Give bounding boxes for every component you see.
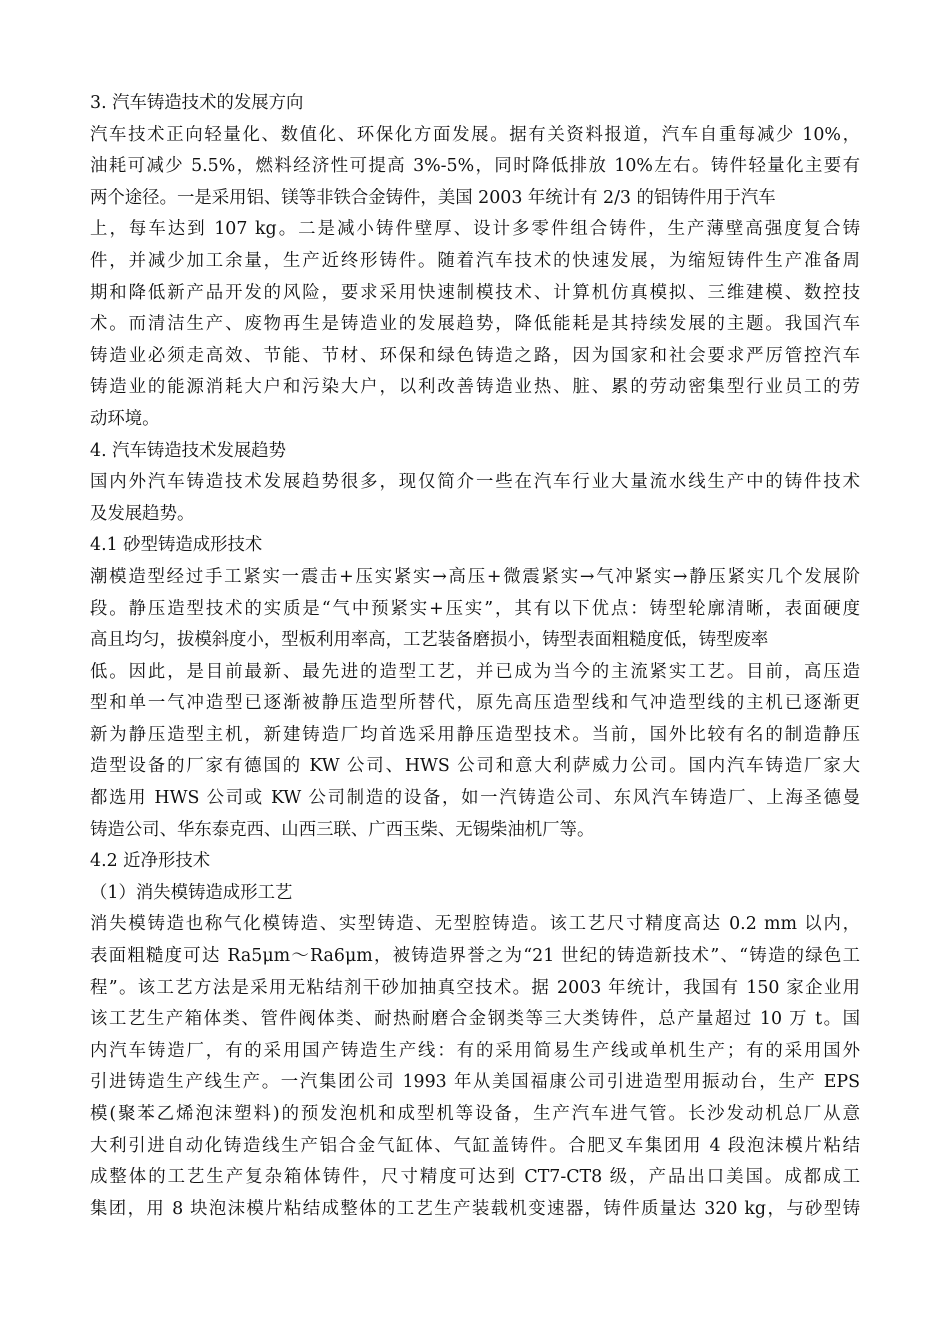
text-line: 都选用 HWS 公司或 KW 公司制造的设备，如一汽铸造公司、东风汽车铸造厂、上海圣德曼 bbox=[90, 788, 860, 809]
text-line: 表面粗糙度可达 Ra5μm～Ra6μm，被铸造界誉之为“21 世纪的铸造新技术”、“铸造的绿色工 bbox=[90, 946, 860, 967]
text-line: 期和降低新产品开发的风险，要求采用快速制模技术、计算机仿真模拟、三维建模、数控技 bbox=[90, 282, 860, 303]
text-line: 国内外汽车铸造技术发展趋势很多，现仅简介一些在汽车行业大量流水线生产中的铸件技术 bbox=[90, 472, 860, 493]
text-line: 内汽车铸造厂，有的采用国产铸造生产线：有的采用简易生产线或单机生产；有的采用国外 bbox=[90, 1040, 860, 1061]
text-line: 成整体的工艺生产复杂箱体铸件，尺寸精度可达到 CT7-CT8 级，产品出口美国。成都成工 bbox=[90, 1167, 860, 1188]
text-line: 造型设备的厂家有德国的 KW 公司、HWS 公司和意大利萨威力公司。国内汽车铸造厂家大 bbox=[90, 756, 860, 777]
heading-section-4-2: 4.2 近净形技术 bbox=[90, 851, 211, 872]
text-line: 件，并减少加工余量，生产近终形铸件。随着汽车技术的快速发展，为缩短铸件生产准备周 bbox=[90, 250, 860, 271]
text-line: 术。而清洁生产、废物再生是铸造业的发展趋势，降低能耗是其持续发展的主题。我国汽车 bbox=[90, 314, 860, 335]
heading-section-4: 4. 汽车铸造技术发展趋势 bbox=[90, 440, 287, 461]
text-line: 油耗可减少 5.5%，燃料经济性可提高 3%-5%，同时降低排放 10%左右。铸件轻量化主要有 bbox=[90, 156, 860, 177]
text-line: 引进铸造生产线生产。一汽集团公司 1993 年从美国福康公司引进造型用振动台，生产 EPS bbox=[90, 1072, 860, 1093]
text-line: 低。因此，是目前最新、最先进的造型工艺，并已成为当今的主流紧实工艺。目前，高压造 bbox=[90, 661, 860, 682]
text-line: 铸造公司、华东泰克西、山西三联、广西玉柴、无锡柴油机厂等。 bbox=[90, 819, 595, 840]
text-line: 集团，用 8 块泡沫模片粘结成整体的工艺生产装载机变速器，铸件质量达 320 kg，与砂型铸 bbox=[90, 1198, 860, 1219]
text-line: 模(聚苯乙烯泡沫塑料)的预发泡机和成型机等设备，生产汽车进气管。长沙发动机总厂从意 bbox=[90, 1104, 860, 1124]
page-body bbox=[90, 88, 860, 1225]
text-line: 大利引进自动化铸造线生产铝合金气缸体、气缸盖铸件。合肥叉车集团用 4 段泡沫模片粘结 bbox=[90, 1135, 860, 1156]
text-line: 潮模造型经过手工紧实一震击+压实紧实→高压+微震紧实→气冲紧实→静压紧实几个发展阶 bbox=[90, 566, 860, 587]
text-line: 消失模铸造也称气化模铸造、实型铸造、无型腔铸造。该工艺尺寸精度高达 0.2 mm 以内， bbox=[90, 914, 860, 935]
text-line: 动环境。 bbox=[90, 408, 160, 429]
heading-section-3: 3. 汽车铸造技术的发展方向 bbox=[90, 93, 304, 113]
text-line: 新为静压造型主机，新建铸造厂均首选采用静压造型技术。当前，国外比较有名的制造静压 bbox=[90, 724, 860, 745]
text-line: 段。静压造型技术的实质是“气中预紧实+压实”，其有以下优点：铸型轮廓清晰，表面硬度 bbox=[90, 598, 860, 619]
text-line: 高且均匀，拔模斜度小，型板利用率高，工艺装备磨损小，铸型表面粗糙度低，铸型废率 bbox=[90, 630, 769, 651]
text-line: 铸造业必须走高效、节能、节材、环保和绿色铸造之路，因为国家和社会要求严厉管控汽车 bbox=[90, 345, 860, 366]
text-line: 程”。该工艺方法是采用无粘结剂干砂加抽真空技术。据 2003 年统计，我国有 150 家企业用 bbox=[90, 977, 860, 998]
text-line: 型和单一气冲造型已逐渐被静压造型所替代，原先高压造型线和气冲造型线的主机已逐渐更 bbox=[90, 693, 860, 714]
text-line: 及发展趋势。 bbox=[90, 503, 195, 524]
heading-section-4-1: 4.1 砂型铸造成形技术 bbox=[90, 535, 263, 556]
text-line: 该工艺生产箱体类、管件阀体类、耐热耐磨合金钢类等三大类铸件，总产量超过 10 万 t。国 bbox=[90, 1009, 860, 1030]
subheading-item-1: （1）消失模铸造成形工艺 bbox=[90, 882, 293, 903]
text-line: 铸造业的能源消耗大户和污染大户，以利改善铸造业热、脏、累的劳动密集型行业员工的劳 bbox=[90, 377, 860, 398]
text-line: 两个途径。一是采用铝、镁等非铁合金铸件，美国 2003 年统计有 2/3 的铝铸件用于汽车 bbox=[90, 187, 776, 208]
text-line: 汽车技术正向轻量化、数值化、环保化方面发展。据有关资料报道，汽车自重每减少 10%， bbox=[90, 124, 860, 145]
text-line: 上，每车达到 107 kg。二是减小铸件壁厚、设计多零件组合铸件，生产薄壁高强度复合铸 bbox=[90, 219, 860, 240]
